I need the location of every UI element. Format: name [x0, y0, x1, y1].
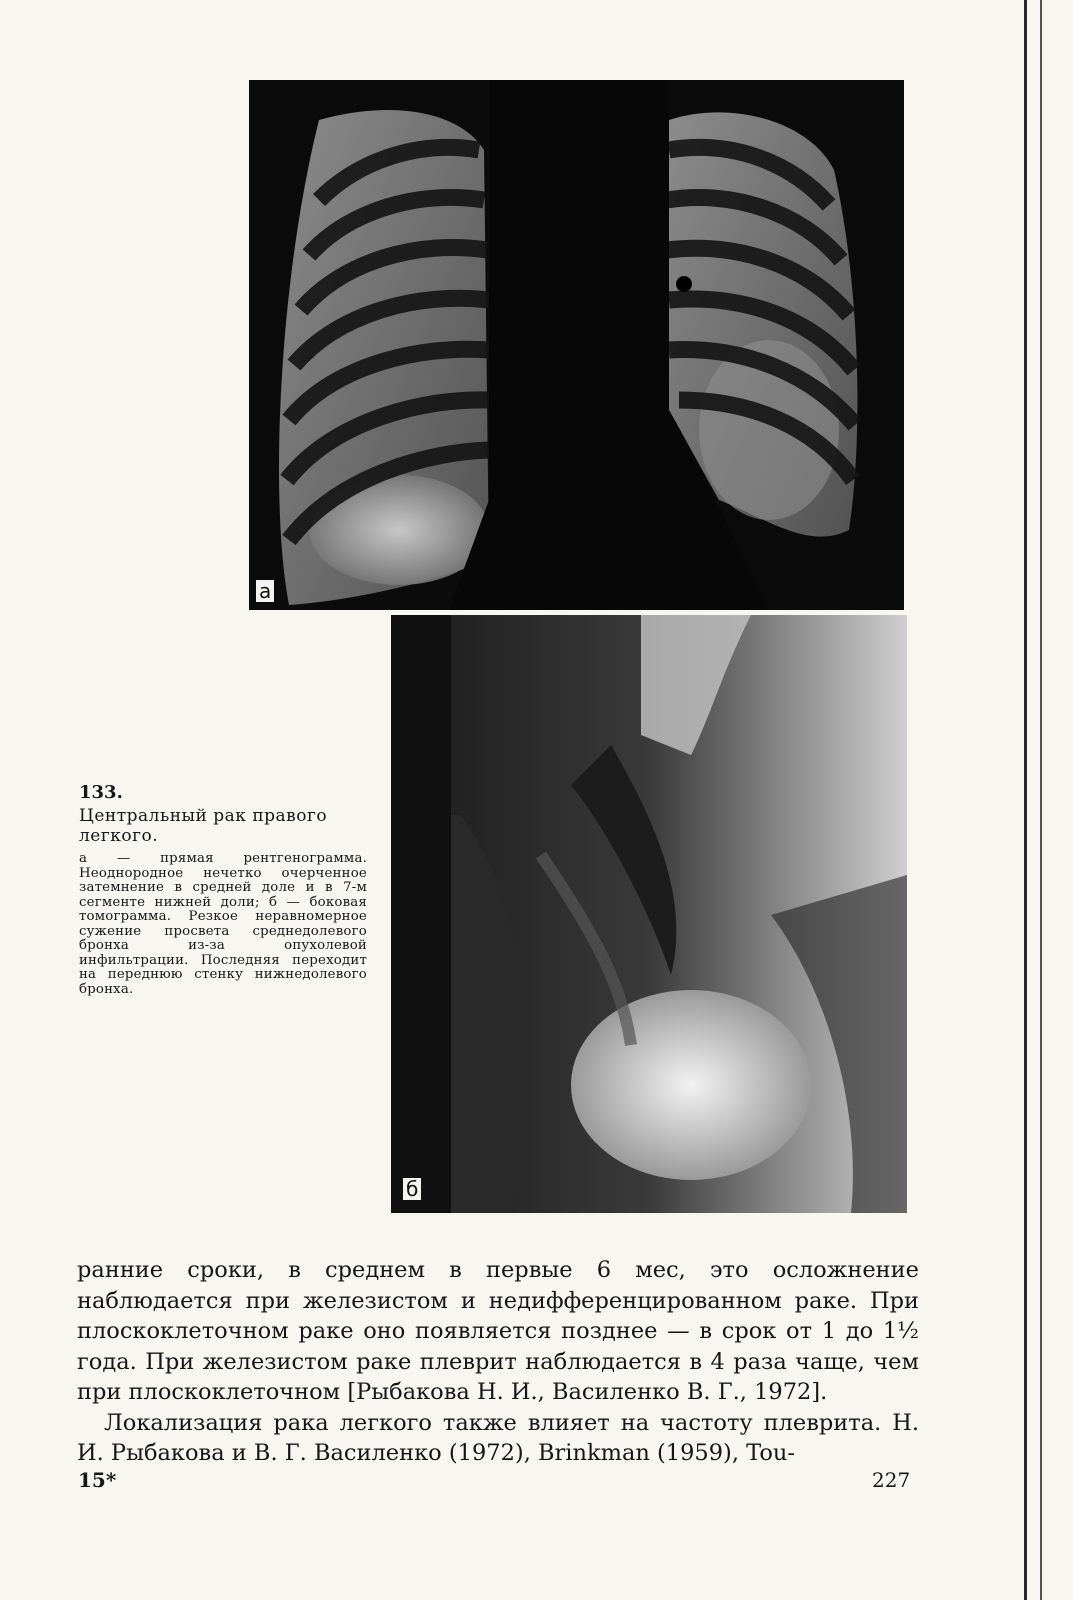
figure-title: Центральный рак правого легкого. — [79, 806, 328, 846]
page-number: 227 — [872, 1468, 911, 1492]
page-binding-edge — [1040, 0, 1042, 1600]
signature-mark: 15* — [78, 1468, 117, 1492]
panel-b-label: б — [403, 1178, 421, 1200]
paragraph-2: Локализация рака легкого также влияет на частоту плеврита. Н. И. Рыбакова и В. Г. Василенко (1972), Brinkman (1959), Tou- — [77, 1409, 919, 1466]
panel-a-label: а — [256, 580, 274, 602]
figure-description: а — прямая рентгенограмма. Неоднородное нечетко очерченное затемнение в средней доле и в 7-м сегменте нижней доли; б — боковая томограмма. Резкое неравномерное сужение просвета среднедолевого бронха из-за опухолевой инфильтрации. Последняя переходит на переднюю стенку нижнедолевого бронха. — [79, 851, 367, 997]
chest-radiograph-frontal — [249, 80, 904, 610]
figure-number: 133. — [79, 782, 123, 803]
figure-caption — [79, 782, 367, 997]
page-binding-edge — [1024, 0, 1027, 1600]
paragraph-1: ранние сроки, в среднем в первые 6 мес, это осложнение наблюдается при железистом и недифференцированном раке. При плоскоклеточном раке оно появляется позднее — в срок от 1 до 1½ года. При железистом раке плеврит наблюдается в 4 раза чаще, чем при плоскоклеточном [Рыбакова Н. И., Василенко В. Г., 1972]. — [77, 1257, 919, 1405]
body-text — [77, 1255, 919, 1469]
lateral-tomogram — [391, 615, 907, 1213]
